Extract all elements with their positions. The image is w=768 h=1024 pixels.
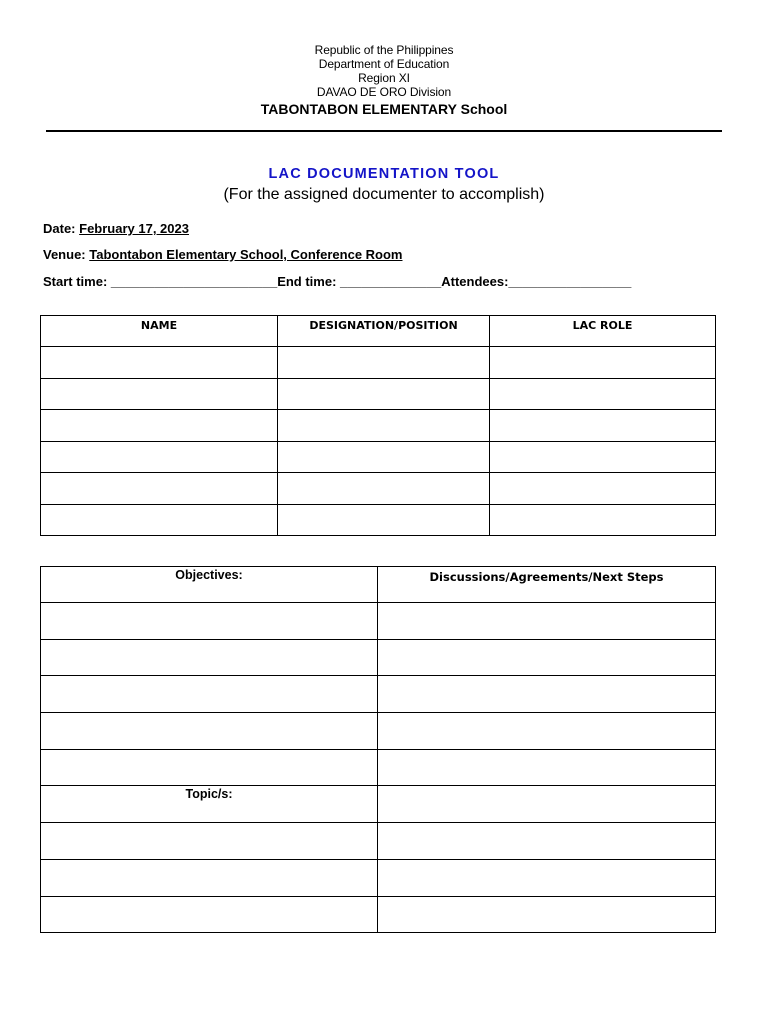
table-row (41, 896, 716, 933)
objectives-header: Objectives: (41, 567, 378, 603)
discussion-cell[interactable] (378, 859, 716, 896)
table-row (41, 504, 716, 536)
column-header-designation: DESIGNATION/POSITION (278, 316, 490, 347)
attendee-table-header (41, 316, 716, 347)
table-row (41, 859, 716, 896)
discussion-cell[interactable] (378, 713, 716, 750)
objectives-discussions-table (40, 566, 716, 933)
name-cell[interactable] (41, 441, 278, 473)
objective-cell[interactable] (41, 713, 378, 750)
topic-cell[interactable] (41, 823, 378, 860)
designation-cell[interactable] (278, 504, 490, 536)
letterhead-school: TABONTABON ELEMENTARY School (260, 101, 508, 117)
time-attendees-line: Start time: _______________________End time: ______________Attendees:_________________ (43, 274, 632, 289)
name-cell[interactable] (41, 410, 278, 442)
discussion-cell[interactable] (378, 896, 716, 933)
designation-cell[interactable] (278, 473, 490, 505)
letterhead-region: Region XI (358, 71, 410, 85)
lac-role-cell[interactable] (490, 347, 716, 379)
date-field (43, 221, 189, 236)
topics-header: Topic/s: (41, 786, 378, 823)
designation-cell[interactable] (278, 378, 490, 410)
column-header-name: NAME (41, 316, 278, 347)
name-cell[interactable] (41, 473, 278, 505)
table-row (41, 786, 716, 823)
lac-role-cell[interactable] (490, 473, 716, 505)
letterhead (0, 43, 768, 118)
attendee-table (40, 315, 716, 536)
objective-cell[interactable] (41, 749, 378, 786)
objective-cell[interactable] (41, 603, 378, 640)
table-row (41, 473, 716, 505)
document-subtitle: (For the assigned documenter to accomplish) (223, 186, 545, 203)
date-value: February 17, 2023 (79, 221, 189, 236)
discussion-cell[interactable] (378, 749, 716, 786)
name-cell[interactable] (41, 378, 278, 410)
letterhead-department: Department of Education (318, 57, 450, 71)
topic-cell[interactable] (41, 896, 378, 933)
table-row (41, 347, 716, 379)
lac-role-cell[interactable] (490, 378, 716, 410)
venue-value: Tabontabon Elementary School, Conference Room (89, 247, 403, 262)
designation-cell[interactable] (278, 347, 490, 379)
table-row (41, 378, 716, 410)
discussions-header: Discussions/Agreements/Next Steps (378, 567, 716, 603)
letterhead-division: DAVAO DE ORO Division (316, 85, 452, 99)
topic-cell[interactable] (41, 859, 378, 896)
lac-role-cell[interactable] (490, 504, 716, 536)
lac-role-cell[interactable] (490, 441, 716, 473)
date-label: Date: (43, 221, 80, 236)
table-row (41, 713, 716, 750)
table-row (41, 823, 716, 860)
notes-table-header (41, 567, 716, 603)
table-row (41, 603, 716, 640)
letterhead-country: Republic of the Philippines (314, 43, 454, 57)
lac-role-cell[interactable] (490, 410, 716, 442)
table-row (41, 639, 716, 676)
designation-cell[interactable] (278, 410, 490, 442)
objective-cell[interactable] (41, 639, 378, 676)
table-row (41, 676, 716, 713)
name-cell[interactable] (41, 504, 278, 536)
document-title: LAC DOCUMENTATION TOOL (268, 166, 500, 182)
venue-label: Venue: (43, 247, 90, 262)
table-row (41, 410, 716, 442)
discussion-cell[interactable] (378, 603, 716, 640)
table-row (41, 441, 716, 473)
designation-cell[interactable] (278, 441, 490, 473)
name-cell[interactable] (41, 347, 278, 379)
table-row (41, 749, 716, 786)
header-divider (46, 130, 722, 132)
discussion-cell[interactable] (378, 676, 716, 713)
discussion-cell[interactable] (378, 786, 716, 823)
objective-cell[interactable] (41, 676, 378, 713)
column-header-lac-role: LAC ROLE (490, 316, 716, 347)
discussion-cell[interactable] (378, 823, 716, 860)
venue-field (43, 247, 403, 262)
discussion-cell[interactable] (378, 639, 716, 676)
